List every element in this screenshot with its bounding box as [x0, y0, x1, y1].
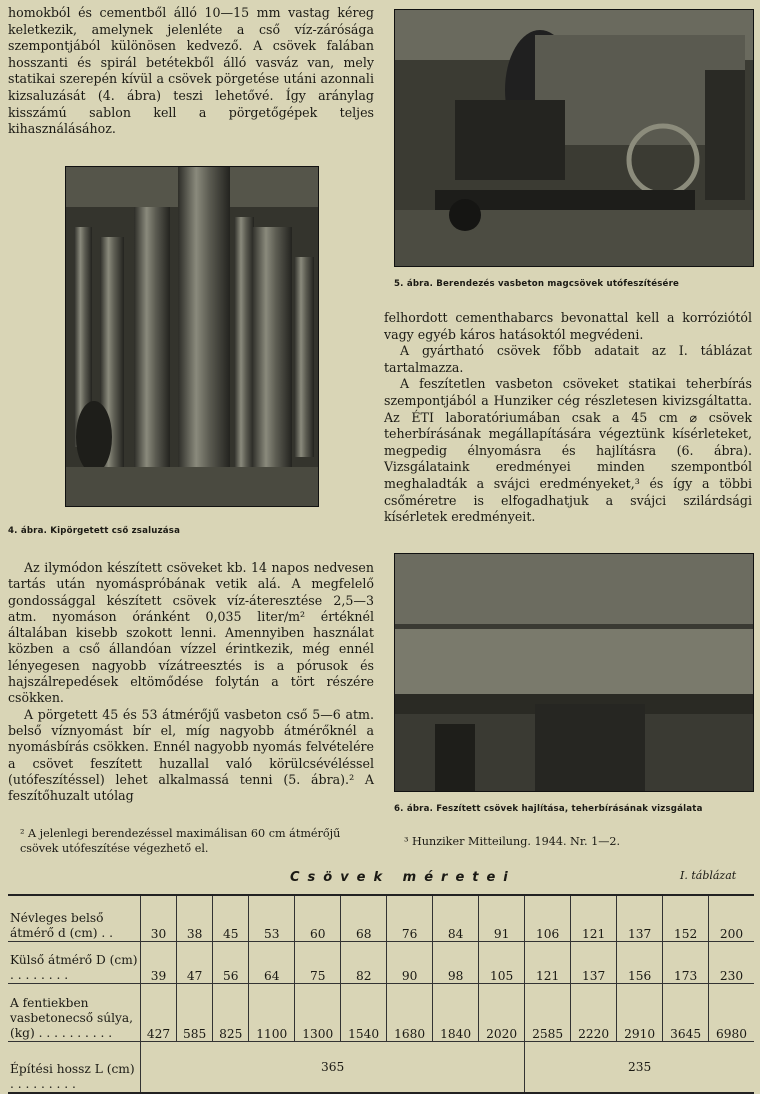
table-cell: 137 [617, 895, 663, 941]
table-cell: 47 [177, 941, 213, 983]
table-cell: 106 [525, 895, 571, 941]
table-cell: 30 [141, 895, 177, 941]
table-cell: 1300 [295, 983, 341, 1041]
table-cell: 38 [177, 895, 213, 941]
table-cell: 6980 [709, 983, 754, 1041]
table-cell: 152 [663, 895, 709, 941]
table-cell: 53 [249, 895, 295, 941]
bending-test-photo-illustration [395, 554, 753, 791]
figure-5-caption: 5. ábra. Berendezés vasbeton magcsövek utófeszítésére [394, 279, 680, 289]
table-cell: 585 [177, 983, 213, 1041]
table-cell: 82 [341, 941, 387, 983]
table-cell: 105 [479, 941, 525, 983]
table-cell: 56 [213, 941, 249, 983]
left-top-paragraph: homokból és cementből álló 10—15 mm vastag kéreg keletkezik, amelynek jelenléte a cső víz-zárósága szempontjából különösen kedvező. A csövek falában hosszanti és spirál betétekből álló vasváz van, mely statikai szerepén kívül a csövek pörgetése utáni azonnali kizsaluzását (4. ábra) teszi lehetővé. Így aránylag kisszámú sablon kell a pörgetőgépek teljes kihasználásához. [8, 5, 374, 137]
table-cell: 173 [663, 941, 709, 983]
right-paragraph-1: felhordott cementhabarcs bevonattal kell a korróziótól vagy egyéb káros hatásoktól megvédeni. [384, 310, 752, 342]
pipe-sizes-table [8, 894, 754, 1094]
table-cell: 200 [709, 895, 754, 941]
table-cell: 2910 [617, 983, 663, 1041]
table-cell: 427 [141, 983, 177, 1041]
table-cell: 1680 [387, 983, 433, 1041]
table-cell: 230 [709, 941, 754, 983]
table-row [8, 941, 754, 983]
table-cell: 76 [387, 895, 433, 941]
left-paragraph-2: A pörgetett 45 és 53 átmérőjű vasbeton cső 5—6 atm. belső víznyomást bír el, míg nagyobb átmérőknél a nyomásbírás csökken. Ennél nagyobb nyomás felvételére a csövet feszített huzallal való körülcsévéléssel (utófeszítéssel) lehet alkalmassá tenni (5. ábra).² A feszítőhuzalt utólag [8, 706, 374, 804]
right-paragraph-3: A feszítetlen vasbeton csöveket statikai teherbírás szempontjából a Hunziker cég részletesen kivizsgáltatta. Az ÉTI laboratóriumában csak a 45 cm ⌀ csövek teherbírásának megállapítására végeztünk kísérleteket, megpedig élnyomásra és hajlításra (6. ábra). Vizsgálataink eredményei minden szempontból meghaladták a svájci eredményeket,³ és így a többi csőméretre is elfogadhatjuk a svájci szilárdsági kísérletek eredményeit. [384, 376, 752, 525]
right-paragraph-2: A gyártható csövek főbb adatait az I. táblázat tartalmazza. [384, 343, 752, 375]
left-paragraph-1: Az ilymódon készített csöveket kb. 14 napos nedvesen tartás után nyomáspróbának vetik alá. A megfelelő gondossággal készített csövek víz-áteresztése 2,5—3 atm. nyomáson óránként 0,035 liter/m² értéknél általában kisebb szokott lenni. Amennyiben használat közben a cső állandóan vízzel érintkezik, még ennél lényegesen nagyobb vízátreesztés is a pórusok és hajszálrepedések eltömődése folytán a tört részére csökken. [8, 560, 374, 706]
table-cell: 121 [571, 895, 617, 941]
table-title: Csövek méretei [290, 870, 516, 885]
table-cell: 2020 [479, 983, 525, 1041]
table-cell: 825 [213, 983, 249, 1041]
table-row [8, 895, 754, 941]
footnote-3: ³ Hunziker Mitteilung. 1944. Nr. 1—2. [404, 835, 621, 848]
table-cell: 45 [213, 895, 249, 941]
row-header: Külső átmérő D (cm) . . . . . . . . [8, 941, 141, 983]
table-cell: 39 [141, 941, 177, 983]
table-row [8, 1041, 754, 1093]
table-cell: 84 [433, 895, 479, 941]
table-cell: 98 [433, 941, 479, 983]
table-cell: 64 [249, 941, 295, 983]
table-cell-length-b: 235 [525, 1041, 754, 1093]
figure-6-photo [394, 553, 754, 792]
table-cell: 2220 [571, 983, 617, 1041]
row-header: Építési hossz L (cm) . . . . . . . . . [8, 1041, 141, 1093]
table-cell: 1840 [433, 983, 479, 1041]
table-cell: 60 [295, 895, 341, 941]
table-cell: 75 [295, 941, 341, 983]
row-header: Névleges belső átmérő d (cm) . . [8, 895, 141, 941]
table-cell: 1540 [341, 983, 387, 1041]
table-cell: 91 [479, 895, 525, 941]
table-cell: 90 [387, 941, 433, 983]
table-cell: 3645 [663, 983, 709, 1041]
figure-5-photo [394, 9, 754, 267]
table-cell: 1100 [249, 983, 295, 1041]
table-cell: 121 [525, 941, 571, 983]
row-header: A fentiekben vasbetonecső súlya, (kg) . . . . . . . . . . [8, 983, 141, 1041]
machine-photo-illustration [395, 10, 753, 266]
figure-6-caption: 6. ábra. Feszített csövek hajlítása, teherbírásának vizsgálata [394, 804, 703, 814]
table-cell: 137 [571, 941, 617, 983]
figure-4-photo [65, 166, 319, 507]
pipes-photo-illustration [66, 167, 318, 506]
table-cell: 68 [341, 895, 387, 941]
table-label: I. táblázat [680, 869, 737, 882]
table-cell-length-a: 365 [141, 1041, 525, 1093]
table-cell: 156 [617, 941, 663, 983]
table-cell: 2585 [525, 983, 571, 1041]
figure-4-caption: 4. ábra. Kipörgetett cső zsaluzása [8, 526, 181, 536]
table-row [8, 983, 754, 1041]
footnote-2: ² A jelenlegi berendezéssel maximálisan 60 cm átmérőjű csövek utófeszítése végezhető el. [20, 827, 341, 855]
